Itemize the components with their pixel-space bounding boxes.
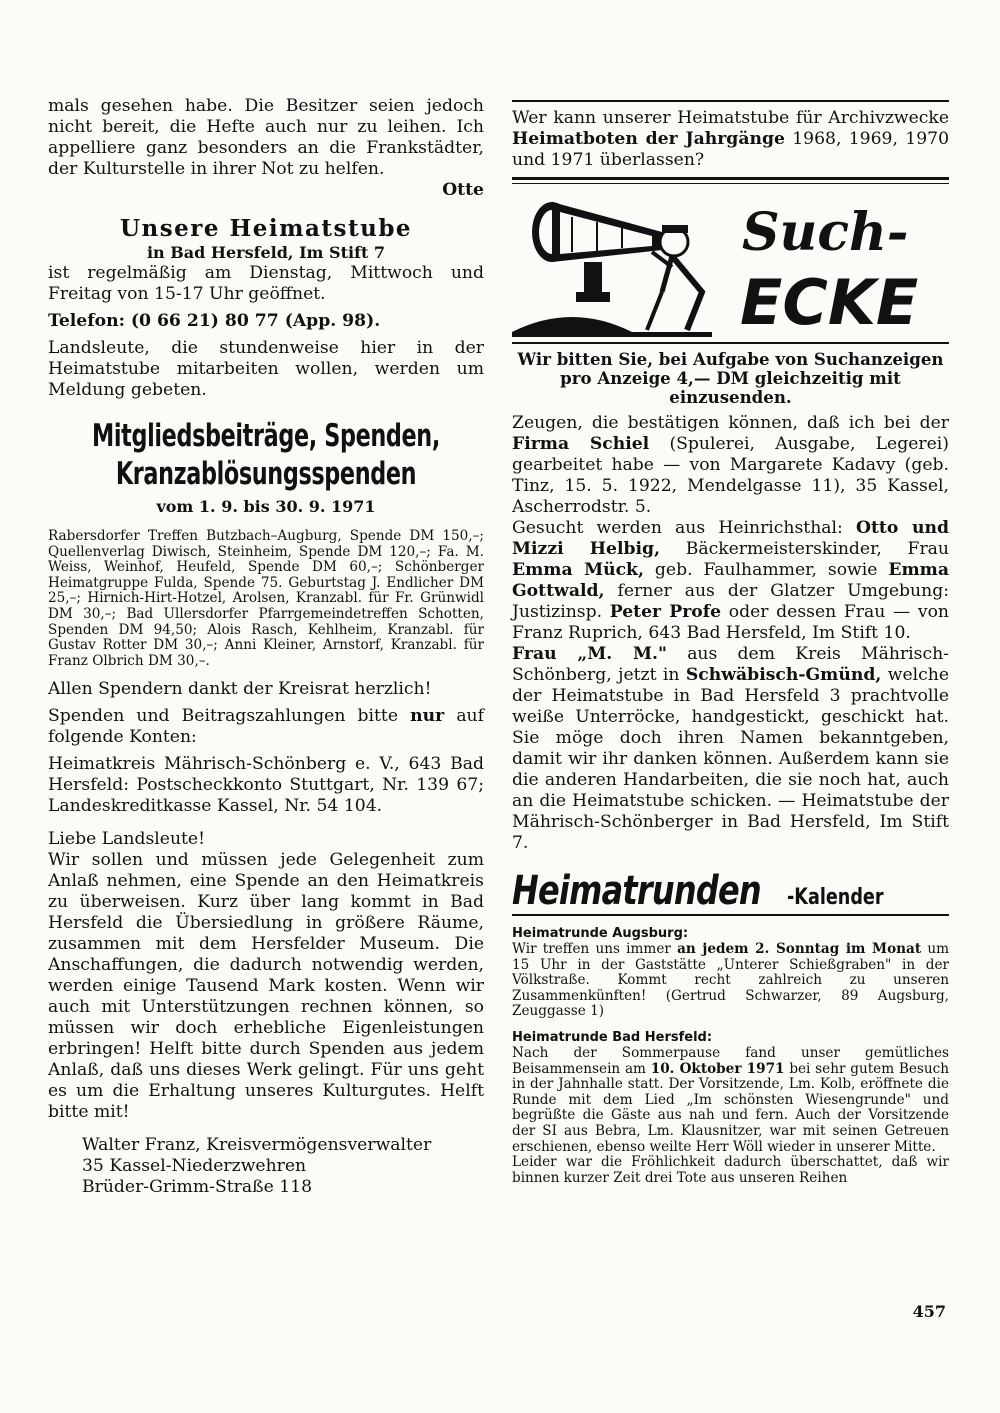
megaphone-man-illustration	[512, 192, 949, 342]
appeal-paragraph: Wir sollen und müssen jede Gelegenheit zum Anlaß nehmen, eine Spende an den Heimatkreis zu überweisen. Kurz über lang kommt in Bad Hersfeld die Übersiedlung in größere Räume, zusammen mit dem Hersfelder Museum. Die Anschaffungen, die dadurch notwendig werden, werden einige Tausend Mark kosten. Wenn wir auch mit Unterstützungen rechnen können, so müssen wir doch erhebliche Eigenleistungen erbringen! Helft bitte durch Spenden aus jedem Anlaß, daß uns dieses Werk gelingt. Für uns geht es um die Erhaltung unseres Kulturgutes. Helft bitte mit!	[48, 850, 484, 1123]
such-word: Such-	[742, 202, 909, 263]
double-rule	[512, 177, 949, 184]
zeugen-paragraph	[512, 413, 949, 518]
ges-b3: Emma Gottwald,	[512, 560, 950, 601]
augsburg-heading: Heimatrunde Augsburg:	[512, 926, 689, 941]
frau-a: aus dem Kreis Mährisch-Schönberg, jetzt in	[512, 644, 949, 685]
pedestal-icon	[512, 262, 712, 337]
ges-a: Gesucht werden aus Heinrichsthal:	[512, 518, 843, 538]
ges-b2: Emma Mück,	[512, 560, 644, 580]
ges-b4: Peter Profe	[609, 602, 722, 622]
beitraege-heading-line2: Kranzablösungsspenden	[115, 456, 417, 492]
ecke-word: ECKE	[740, 266, 919, 339]
such-note: Wir bitten Sie, bei Aufgabe von Suchanzeigen pro Anzeige 4,— DM gleichzeitig mit einzusenden.	[517, 349, 944, 407]
ges-d: geb. Faulhammer, sowie	[654, 560, 878, 580]
archiv-request	[512, 108, 949, 171]
archiv-pre: Wer kann unserer Heimatstube für Archivzwecke	[512, 108, 949, 128]
bad-hersfeld-text	[512, 1046, 949, 1155]
gesucht-paragraph	[512, 518, 949, 644]
konten-intro-pre: Spenden und Beitragszahlungen bitte	[48, 706, 398, 727]
heimatstube-phone: Telefon: (0 66 21) 80 77 (App. 98).	[48, 311, 381, 331]
signature-name: Walter Franz, Kreisvermögensverwalter	[82, 1135, 432, 1156]
heimatstube-heading: Unsere Heimatstube	[119, 215, 413, 242]
heimatstube-call: Landsleute, die stundenweise hier in der Heimatstube mitarbeiten wollen, werden um Meldung gebeten.	[48, 338, 484, 400]
bh-a: Nach der Sommerpause fand unser gemütliches Beisammensein am	[512, 1044, 949, 1077]
bad-hersfeld-heading: Heimatrunde Bad Hersfeld:	[512, 1029, 713, 1045]
konten-intro	[48, 706, 484, 748]
beitraege-list: Rabersdorfer Treffen Butzbach–Augburg, Spende DM 150,–; Quellenverlag Diwisch, Steinheim, Spende DM 120,–; Fa. M. Weiss, Weinhof, Heufeld, Spende DM 60,–; Schönberger Heimatgruppe Fulda, Spende 75. Geburtstag J. Endlicher DM 25,–; Hirnich-Hirt-Hotzel, Arolsen, Kranzabl. für Fr. Grünwidl DM 30,–; Bad Ullersdorfer Pfarrgemeindetreffen Schotten, Spenden DM 94,50; Alois Rasch, Kehlheim, Kranzabl. für Gustav Rotter DM 30,–; Anni Kleiner, Arnstorf, Kranzabl. für Franz Olbrich DM 30,–.	[48, 528, 484, 669]
right-column	[512, 96, 949, 1186]
kalender-rule	[512, 914, 949, 916]
aug-c: um 15 Uhr in der Gaststätte „Unterer Schießgraben" in der Völkstraße. Kommt recht zahlreich zu unseren Zusammenkünften! (Gertrud Schwarzer, 89 Augsburg, Zeuggasse 1)	[512, 941, 950, 1020]
greeting: Liebe Landsleute!	[48, 829, 205, 850]
ges-f: oder dessen Frau — von Franz Ruprich, 643 Bad Hersfeld, Im Stift 10.	[512, 602, 949, 643]
intro-paragraph	[48, 96, 484, 180]
archiv-post: 1968, 1969, 1970 und 1971 überlassen?	[512, 129, 950, 170]
bh-b: 10. Oktober 1971	[650, 1060, 785, 1077]
top-rule	[512, 100, 949, 102]
intro-text: mals gesehen habe. Die Besitzer seien jedoch nicht bereit, die Hefte auch nur zu leihen. Ich appelliere ganz besonders an die Frankstädter, der Kulturstelle in ihrer Not zu helfen.	[48, 96, 484, 179]
zeugen-b: (Spulerei, Ausgabe, Legerei) gearbeitet habe — von Margarete Kadavy (geb. Tinz, 15. 5. 1922, Mendelgasse 11), 35 Kassel, Ascherrodstr. 5.	[512, 434, 949, 517]
signature-block	[48, 1135, 484, 1198]
frau-c: welche der Heimatstube in Bad Hersfeld 3 prachtvolle weiße Unterröcke, handgestickt, geschickt hat. Sie möge doch ihren Namen bekanntgeben, damit wir ihr danken können. Außerdem kann sie die anderen Handarbeiten, die sie noch hat, auch an die Heimatstube schicken. — Heimatstube der Mährisch-Schönberger in Bad Hersfeld, Im Stift 7.	[512, 665, 950, 853]
archiv-bold: Heimatboten der Jahrgänge	[512, 129, 785, 149]
frau-b2: Schwäbisch-Gmünd,	[685, 665, 882, 685]
such-ecke-banner	[512, 192, 949, 342]
frau-paragraph	[512, 644, 949, 854]
banner-rule	[512, 342, 949, 344]
augsburg-text	[512, 942, 949, 1020]
page-number: 457	[912, 1302, 946, 1321]
heimatstube-hours: ist regelmäßig am Dienstag, Mittwoch und Freitag von 15-17 Uhr geöffnet.	[48, 263, 484, 304]
kalender-heading	[512, 868, 949, 914]
beitraege-heading-line1: Mitgliedsbeiträge, Spenden,	[92, 418, 440, 454]
signature-city: 35 Kassel-Niederzwehren	[82, 1156, 307, 1177]
beitraege-period: vom 1. 9. bis 30. 9. 1971	[156, 497, 376, 516]
heimatstube-location: in Bad Hersfeld, Im Stift 7	[146, 243, 386, 262]
bad-hersfeld-text-2: Leider war die Fröhlichkeit dadurch überschattet, daß wir binnen kurzer Zeit drei Tote aus unseren Reihen	[512, 1154, 949, 1186]
megaphone-icon	[532, 202, 662, 262]
konten-list: Heimatkreis Mährisch-Schönberg e. V., 643 Bad Hersfeld: Postscheckkonto Stuttgart, Nr. 139 67; Landeskreditkasse Kassel, Nr. 54 104.	[48, 754, 484, 817]
thanks-paragraph: Allen Spendern dankt der Kreisrat herzlich!	[48, 679, 432, 700]
zeugen-firma: Firma Schiel	[512, 434, 650, 454]
intro-signature: Otte	[442, 180, 484, 200]
signature-street: Brüder-Grimm-Straße 118	[82, 1177, 313, 1198]
ges-c: Bäckermeisterskinder, Frau	[685, 539, 949, 559]
aug-a: Wir treffen uns immer	[512, 941, 671, 957]
left-column	[48, 96, 484, 1198]
aug-b: an jedem 2. Sonntag im Monat	[677, 941, 922, 957]
kalender-main: Heimatrunden	[512, 868, 761, 914]
zeugen-a: Zeugen, die bestätigen können, daß ich bei der	[512, 413, 949, 433]
konten-intro-post: auf folgende Konten:	[48, 706, 484, 748]
kalender-suffix: -Kalender	[787, 885, 884, 910]
frau-b1: Frau „M. M."	[512, 644, 667, 664]
bh-c: bei sehr gutem Besuch in der Jahnhalle statt. Der Vorsitzende, Lm. Kolb, eröffnete die Runde mit dem Lied „Im schönsten Wiesengrunde" und begrüßte die Gäste aus nah und fern. Auch der Vorsitzende der SI aus Bebra, Lm. Klausnitzer, war mit seinen Getreuen erschienen, ebenso weilte Herr Wöll wieder in unserer Mitte.	[512, 1060, 950, 1155]
ges-e: ferner aus der Glatzer Umgebung: Justizinsp.	[512, 581, 949, 622]
ges-b1: Otto und Mizzi Helbig,	[512, 518, 950, 559]
konten-intro-bold: nur	[410, 706, 445, 727]
